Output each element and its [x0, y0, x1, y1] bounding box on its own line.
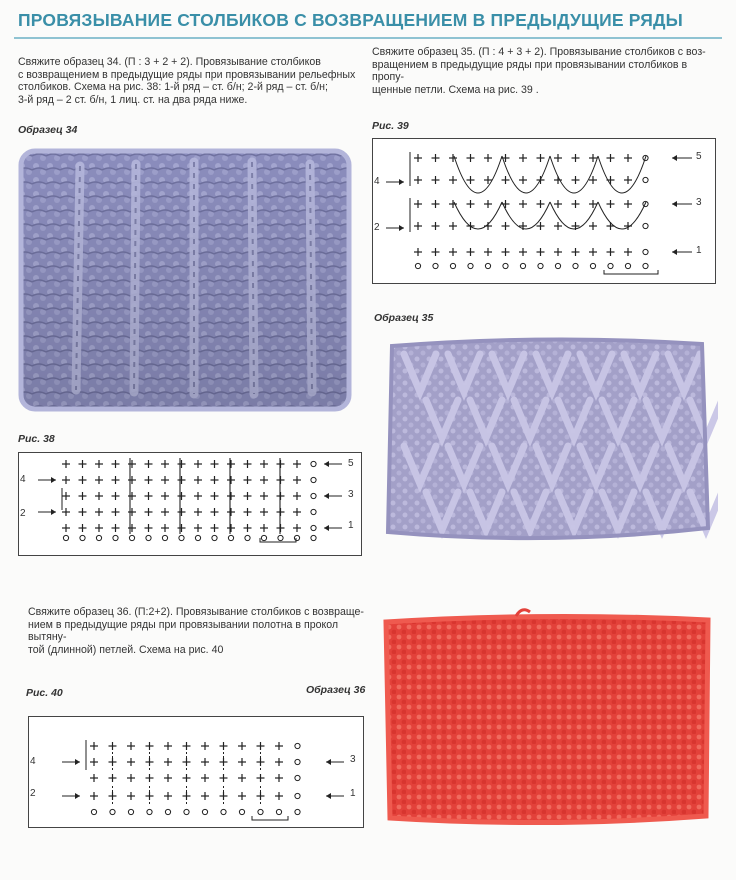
caption-sample-35: Образец 35: [374, 312, 434, 324]
swatch-36-image: [376, 604, 718, 836]
intro36-line: нием в предыдущие ряды при провязывании полотна в прокол вытяну-: [28, 618, 339, 644]
fig39-row-5-label: 5: [696, 151, 702, 162]
intro-sample-36: [28, 606, 373, 656]
intro-sample-34: [18, 56, 363, 106]
diagram-fig-39: [372, 138, 716, 284]
fig38-row-5-label: 5: [348, 458, 354, 469]
fig40-row-2-label: 2: [30, 788, 36, 799]
fig39-row-4-label: 4: [374, 176, 380, 187]
swatch-34-image: [18, 148, 352, 412]
fig40-row-1-label: 1: [350, 788, 356, 799]
fig39-row-1-label: 1: [696, 245, 702, 256]
fig38-row-3-label: 3: [348, 489, 354, 500]
title-underline: [14, 37, 722, 39]
intro36-line: Свяжите образец 36. (П:2+2). Провязывание столбиков с возвраще-: [28, 606, 364, 618]
intro35-line: Свяжите образец 35. (П : 4 + 3 + 2). Провязывание столбиков с воз-: [372, 46, 706, 58]
intro34-line: Свяжите образец 34. (П : 3 + 2 + 2). Провязывание столбиков: [18, 56, 321, 68]
intro-sample-35: [372, 46, 722, 96]
caption-fig-38: Рис. 38: [18, 433, 55, 445]
caption-sample-34: Образец 34: [18, 124, 78, 136]
caption-fig-40: Рис. 40: [26, 687, 63, 699]
page-title: ПРОВЯЗЫВАНИЕ СТОЛБИКОВ С ВОЗВРАЩЕНИЕМ В ПРЕДЫДУЩИЕ РЯДЫ: [18, 10, 683, 30]
fig39-row-3-label: 3: [696, 197, 702, 208]
intro35-line: вращением в предыдущие ряды при провязывании столбиков в пропу-: [372, 58, 688, 84]
fig38-row-4-label: 4: [20, 474, 26, 485]
caption-sample-36: Образец 36: [306, 684, 366, 696]
diagram-fig-38: [18, 452, 362, 556]
fig38-row-1-label: 1: [348, 520, 354, 531]
fig40-row-4-label: 4: [30, 756, 36, 767]
fig38-row-2-label: 2: [20, 508, 26, 519]
fig40-row-3-label: 3: [350, 754, 356, 765]
intro34-line: с возвращением в предыдущие ряды при провязывании рельефных: [18, 68, 356, 81]
fig39-row-2-label: 2: [374, 222, 380, 233]
intro34-line: столбиков. Схема на рис. 38: 1-й ряд – ст. б/н; 2-й ряд – ст. б/н;: [18, 81, 328, 94]
diagram-fig-40: [28, 716, 364, 828]
swatch-35-image: [378, 332, 718, 554]
caption-fig-39: Рис. 39: [372, 120, 409, 132]
intro34-line: 3-й ряд – 2 ст. б/н, 1 лиц. ст. на два ряда ниже.: [18, 93, 248, 106]
intro36-line: той (длинной) петлей. Схема на рис. 40: [28, 643, 224, 656]
intro35-line: щенные петли. Схема на рис. 39 .: [372, 83, 539, 96]
